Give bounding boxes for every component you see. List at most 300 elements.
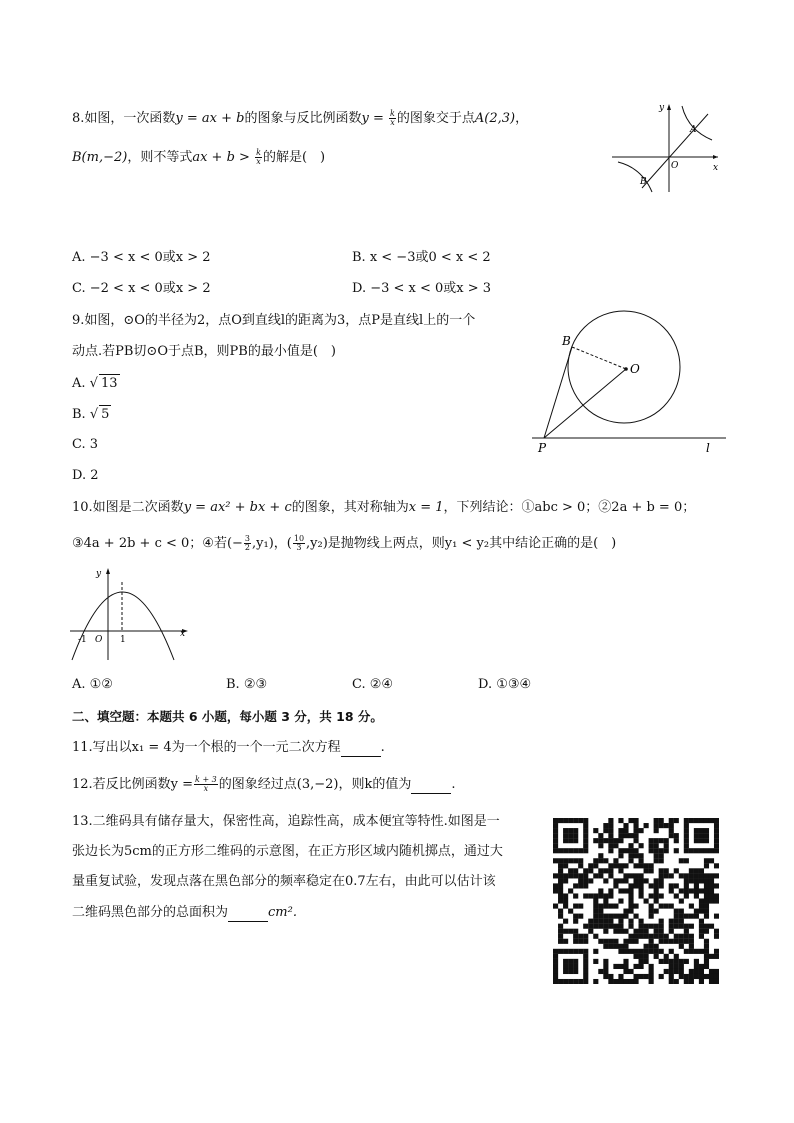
qr-module <box>659 853 664 858</box>
qr-module <box>628 818 633 823</box>
qr-module <box>639 929 644 934</box>
q10-fig-x-label: x <box>180 629 186 639</box>
qr-module <box>664 934 669 939</box>
qr-module <box>608 974 613 979</box>
qr-module <box>654 924 659 929</box>
qr-module <box>659 919 664 924</box>
qr-module <box>684 929 689 934</box>
qr-module <box>623 828 628 833</box>
qr-module <box>558 929 563 934</box>
q9-fig-center-o: O <box>630 362 640 376</box>
qr-module <box>644 823 649 828</box>
qr-module <box>704 954 709 959</box>
qr-module <box>558 924 563 929</box>
qr-module <box>684 974 689 979</box>
qr-module <box>573 969 578 974</box>
qr-module <box>633 818 638 823</box>
qr-module <box>593 914 598 919</box>
qr-module <box>649 848 654 853</box>
qr-module <box>684 878 689 883</box>
qr-module <box>714 833 719 838</box>
qr-module <box>598 873 603 878</box>
qr-module <box>573 883 578 888</box>
qr-module <box>669 964 674 969</box>
qr-module <box>679 909 684 914</box>
qr-module <box>593 898 598 903</box>
qr-module <box>639 954 644 959</box>
qr-module <box>699 818 704 823</box>
qr-module <box>689 934 694 939</box>
q8-fig-x-label: x <box>713 163 719 173</box>
qr-module <box>659 904 664 909</box>
qr-module <box>588 868 593 873</box>
qr-module <box>639 888 644 893</box>
qr-module <box>654 944 659 949</box>
qr-module <box>613 964 618 969</box>
q13-answer-blank <box>228 909 268 922</box>
qr-module <box>649 974 654 979</box>
qr-module <box>623 979 628 984</box>
qr-module <box>573 893 578 898</box>
qr-module <box>633 863 638 868</box>
qr-module <box>628 853 633 858</box>
qr-module <box>694 959 699 964</box>
qr-module <box>633 878 638 883</box>
qr-module <box>659 838 664 843</box>
qr-module <box>709 878 714 883</box>
qr-module <box>714 979 719 984</box>
qr-module <box>603 914 608 919</box>
qr-module <box>684 883 689 888</box>
qr-module <box>694 909 699 914</box>
qr-module <box>568 873 573 878</box>
qr-module <box>608 893 613 898</box>
qr-module <box>639 853 644 858</box>
qr-module <box>603 944 608 949</box>
qr-module <box>694 848 699 853</box>
qr-module <box>583 969 588 974</box>
qr-module <box>674 818 679 823</box>
qr-module <box>558 883 563 888</box>
qr-module <box>558 878 563 883</box>
qr-module <box>674 838 679 843</box>
qr-module <box>593 949 598 954</box>
qr-module <box>689 969 694 974</box>
qr-module <box>644 924 649 929</box>
q11-line: 11.写出以x₁ = 4为一个根的一个一元二次方程 . <box>72 740 385 755</box>
qr-module <box>654 838 659 843</box>
qr-module <box>684 873 689 878</box>
qr-module <box>623 959 628 964</box>
qr-module <box>704 818 709 823</box>
qr-module <box>593 919 598 924</box>
qr-module <box>704 888 709 893</box>
q13-line2: 张边长为5cm的正方形二维码的示意图，在正方形区域内随机掷点，通过大 <box>72 844 503 859</box>
qr-module <box>603 974 608 979</box>
qr-module <box>694 868 699 873</box>
qr-module <box>689 914 694 919</box>
qr-module <box>578 863 583 868</box>
qr-module <box>553 818 558 823</box>
qr-module <box>583 833 588 838</box>
q9-fig-line-l: l <box>706 441 710 455</box>
q9-line1: 9.如图，⊙O的半径为2，点O到直线l的距离为3，点P是直线l上的一个 <box>72 313 476 328</box>
qr-module <box>684 858 689 863</box>
q11-answer-blank <box>341 744 381 757</box>
qr-module <box>583 868 588 873</box>
qr-module <box>709 848 714 853</box>
q10-line1: 10.如图是二次函数y = ax² + bx + c的图象，其对称轴为x = 1，下列结论：①abc > 0；②2a + b = 0； <box>72 500 696 515</box>
qr-module <box>603 929 608 934</box>
qr-module <box>654 929 659 934</box>
qr-module <box>618 838 623 843</box>
qr-module <box>709 954 714 959</box>
qr-module <box>649 944 654 949</box>
qr-module <box>553 964 558 969</box>
qr-module <box>618 914 623 919</box>
qr-module <box>633 838 638 843</box>
qr-module <box>608 863 613 868</box>
q8-fig-point-b: B <box>640 177 647 187</box>
qr-module <box>714 949 719 954</box>
qr-module <box>633 823 638 828</box>
qr-module <box>563 858 568 863</box>
qr-module <box>628 858 633 863</box>
qr-module <box>704 833 709 838</box>
q10-fig-one: 1 <box>120 635 126 645</box>
qr-module <box>689 818 694 823</box>
qr-module <box>639 959 644 964</box>
qr-module <box>623 878 628 883</box>
q13-line4: 二维码黑色部分的总面积为 cm². <box>72 905 297 920</box>
q10-option-c: C. ②④ <box>352 677 394 692</box>
qr-module <box>639 964 644 969</box>
qr-module <box>639 974 644 979</box>
qr-module <box>649 939 654 944</box>
qr-module <box>669 823 674 828</box>
qr-module <box>628 893 633 898</box>
qr-module <box>664 838 669 843</box>
qr-module <box>628 939 633 944</box>
qr-module <box>628 949 633 954</box>
qr-module <box>684 828 689 833</box>
qr-module <box>568 929 573 934</box>
qr-module <box>679 858 684 863</box>
qr-module <box>714 828 719 833</box>
qr-module <box>628 848 633 853</box>
qr-module <box>684 843 689 848</box>
qr-module <box>649 979 654 984</box>
qr-module <box>623 909 628 914</box>
qr-module <box>558 914 563 919</box>
qr-module <box>704 914 709 919</box>
qr-module <box>669 828 674 833</box>
qr-module <box>669 979 674 984</box>
qr-module <box>654 818 659 823</box>
qr-module <box>709 873 714 878</box>
qr-module <box>593 924 598 929</box>
qr-module <box>558 949 563 954</box>
qr-module <box>573 873 578 878</box>
qr-module <box>694 838 699 843</box>
qr-module <box>603 878 608 883</box>
qr-module <box>623 964 628 969</box>
qr-module <box>699 838 704 843</box>
qr-module <box>578 939 583 944</box>
qr-module <box>558 888 563 893</box>
qr-module <box>669 939 674 944</box>
qr-module <box>618 853 623 858</box>
qr-module <box>593 909 598 914</box>
qr-module <box>674 833 679 838</box>
qr-module <box>684 838 689 843</box>
qr-module <box>684 823 689 828</box>
qr-module <box>558 863 563 868</box>
qr-module <box>689 904 694 909</box>
qr-module <box>644 974 649 979</box>
qr-module <box>588 893 593 898</box>
qr-module <box>699 929 704 934</box>
qr-module <box>709 969 714 974</box>
qr-module <box>563 828 568 833</box>
qr-module <box>588 929 593 934</box>
qr-module <box>598 939 603 944</box>
qr-module <box>628 833 633 838</box>
qr-module <box>644 878 649 883</box>
qr-module <box>654 949 659 954</box>
qr-module <box>568 858 573 863</box>
qr-module <box>679 888 684 893</box>
qr-module <box>623 929 628 934</box>
qr-module <box>633 853 638 858</box>
qr-module <box>618 944 623 949</box>
qr-module <box>553 969 558 974</box>
qr-module <box>714 883 719 888</box>
qr-module <box>684 924 689 929</box>
qr-module <box>578 878 583 883</box>
qr-module <box>633 979 638 984</box>
qr-module <box>709 883 714 888</box>
qr-module <box>573 939 578 944</box>
qr-module <box>598 888 603 893</box>
qr-module <box>608 873 613 878</box>
qr-module <box>623 949 628 954</box>
qr-module <box>679 964 684 969</box>
qr-module <box>699 888 704 893</box>
q10-option-a: A. ①② <box>72 677 113 692</box>
qr-module <box>593 934 598 939</box>
qr-module <box>659 818 664 823</box>
qr-module <box>633 914 638 919</box>
qr-module <box>689 878 694 883</box>
q8-option-c: C. −2 < x < 0或x > 2 <box>72 281 211 296</box>
qr-module <box>689 888 694 893</box>
qr-module <box>694 914 699 919</box>
qr-module <box>639 863 644 868</box>
qr-module <box>704 929 709 934</box>
qr-module <box>679 914 684 919</box>
qr-module <box>578 858 583 863</box>
qr-module <box>649 893 654 898</box>
qr-module <box>553 823 558 828</box>
q8-fraction-k-over-x: $\frac{k}{x}$ <box>390 109 395 127</box>
qr-module <box>573 848 578 853</box>
qr-module <box>633 873 638 878</box>
qr-module <box>639 878 644 883</box>
qr-module <box>583 828 588 833</box>
q8-line2: B(m,−2)，则不等式ax + b > $\frac{k}{x}$ 的解是( ) <box>72 148 326 166</box>
q9-option-c: C. 3 <box>72 437 99 452</box>
qr-module <box>623 823 628 828</box>
qr-module <box>689 868 694 873</box>
qr-module <box>699 909 704 914</box>
qr-module <box>608 833 613 838</box>
qr-module <box>674 883 679 888</box>
qr-module <box>598 924 603 929</box>
q8-line1: 8.如图，一次函数y = ax + b的图象与反比例函数y = $\frac{k}{x}$ 的图象交于点A(2,3)， <box>72 109 529 127</box>
qr-module <box>644 934 649 939</box>
qr-module <box>659 924 664 929</box>
qr-module <box>694 969 699 974</box>
qr-module <box>674 939 679 944</box>
qr-module <box>669 833 674 838</box>
qr-module <box>633 949 638 954</box>
qr-module <box>573 858 578 863</box>
qr-module <box>558 868 563 873</box>
qr-module <box>714 873 719 878</box>
qr-module <box>573 964 578 969</box>
qr-module <box>603 964 608 969</box>
qr-module <box>699 873 704 878</box>
qr-module <box>618 898 623 903</box>
qr-module <box>704 848 709 853</box>
qr-module <box>699 878 704 883</box>
q9-fig-point-b: B <box>562 334 571 348</box>
qr-module <box>573 828 578 833</box>
qr-module <box>669 883 674 888</box>
qr-module <box>623 888 628 893</box>
qr-module <box>553 838 558 843</box>
qr-module <box>618 848 623 853</box>
qr-module <box>639 924 644 929</box>
qr-module <box>613 863 618 868</box>
qr-module <box>598 833 603 838</box>
qr-module <box>699 934 704 939</box>
qr-module <box>563 939 568 944</box>
qr-module <box>699 949 704 954</box>
qr-module <box>654 858 659 863</box>
qr-module <box>674 919 679 924</box>
qr-module <box>578 904 583 909</box>
qr-module <box>659 959 664 964</box>
qr-module <box>654 898 659 903</box>
qr-module <box>608 979 613 984</box>
qr-module <box>669 969 674 974</box>
qr-module <box>568 818 573 823</box>
qr-module <box>563 878 568 883</box>
qr-module <box>628 969 633 974</box>
qr-module <box>659 949 664 954</box>
qr-module <box>583 873 588 878</box>
qr-module <box>603 838 608 843</box>
section-heading-fill-in: 二、填空题：本题共 6 小题，每小题 3 分，共 18 分。 <box>72 709 383 724</box>
qr-module <box>633 954 638 959</box>
qr-module <box>623 863 628 868</box>
qr-module <box>573 914 578 919</box>
qr-module <box>674 924 679 929</box>
qr-module <box>588 863 593 868</box>
qr-module <box>608 904 613 909</box>
qr-module <box>659 868 664 873</box>
qr-module <box>654 843 659 848</box>
qr-module <box>563 904 568 909</box>
qr-module <box>583 823 588 828</box>
qr-module <box>593 979 598 984</box>
qr-module <box>689 944 694 949</box>
qr-module <box>613 878 618 883</box>
qr-module <box>714 843 719 848</box>
qr-module <box>603 969 608 974</box>
qr-module <box>563 919 568 924</box>
qr-module <box>563 898 568 903</box>
qr-module <box>568 833 573 838</box>
qr-module <box>573 818 578 823</box>
qr-module <box>684 939 689 944</box>
qr-module <box>704 909 709 914</box>
qr-module <box>689 939 694 944</box>
qr-module <box>608 888 613 893</box>
qr-module <box>659 848 664 853</box>
qr-module <box>578 818 583 823</box>
q8-fig-origin-label: O <box>671 161 679 171</box>
qr-module <box>608 914 613 919</box>
qr-module <box>578 949 583 954</box>
qr-module <box>603 893 608 898</box>
qr-module <box>659 974 664 979</box>
qr-module <box>633 929 638 934</box>
qr-module <box>618 919 623 924</box>
qr-module <box>613 914 618 919</box>
qr-module <box>593 858 598 863</box>
qr-module <box>578 934 583 939</box>
qr-module <box>659 893 664 898</box>
qr-module <box>639 873 644 878</box>
qr-module <box>618 974 623 979</box>
qr-module <box>603 868 608 873</box>
qr-module <box>699 833 704 838</box>
qr-module <box>694 949 699 954</box>
qr-module <box>598 893 603 898</box>
q12-line: 12.若反比例函数y = $\frac{k + 3}{x}$ 的图象经过点(3,−2)，则k的值为 . <box>72 775 456 793</box>
qr-module <box>664 904 669 909</box>
qr-module <box>553 949 558 954</box>
q10-fraction-10-3: $\frac{10}{3}$ <box>293 534 305 552</box>
qr-module <box>644 863 649 868</box>
q9-option-a: A. √ 13 <box>72 376 118 391</box>
qr-module <box>704 964 709 969</box>
qr-module <box>689 924 694 929</box>
qr-module <box>704 873 709 878</box>
qr-module <box>613 883 618 888</box>
qr-module <box>553 954 558 959</box>
qr-module <box>628 934 633 939</box>
qr-module <box>603 898 608 903</box>
qr-module <box>699 979 704 984</box>
qr-module <box>674 868 679 873</box>
qr-module <box>704 858 709 863</box>
qr-module <box>714 818 719 823</box>
qr-module <box>714 823 719 828</box>
